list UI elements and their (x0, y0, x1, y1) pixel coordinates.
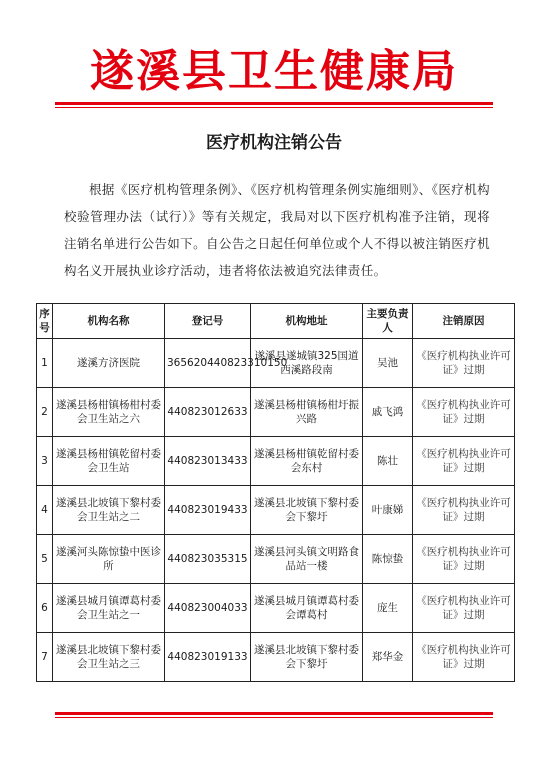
cell-head: 庞生 (363, 584, 413, 633)
notice-title: 医疗机构注销公告 (206, 133, 342, 153)
cell-addr: 遂溪县杨柑镇杨柑圩振兴路 (251, 388, 363, 437)
cell-reg: 440823035315 (165, 535, 251, 584)
cell-head: 陈壮 (363, 437, 413, 486)
cell-reason: 《医疗机构执业许可证》过期 (413, 535, 515, 584)
table-row (37, 584, 515, 633)
col-header-reg: 登记号 (165, 304, 251, 339)
cell-addr: 遂溪县遂城镇325国道西溪路段南 (251, 339, 363, 388)
cell-reason: 《医疗机构执业许可证》过期 (413, 437, 515, 486)
cell-reason: 《医疗机构执业许可证》过期 (413, 486, 515, 535)
cell-name: 遂溪方济医院 (53, 339, 165, 388)
col-header-addr: 机构地址 (251, 304, 363, 339)
cell-addr: 遂溪县北坡镇下黎村委会下黎圩 (251, 486, 363, 535)
table-row (37, 388, 515, 437)
cell-addr: 遂溪县河头镇文明路食品站一楼 (251, 535, 363, 584)
cell-reg: 440823019433 (165, 486, 251, 535)
cell-reg: 440823012633 (165, 388, 251, 437)
cell-name: 遂溪县城月镇谭葛村委会卫生站之一 (53, 584, 165, 633)
cell-no: 2 (37, 388, 53, 437)
cell-reg: 440823004033 (165, 584, 251, 633)
cell-no: 5 (37, 535, 53, 584)
notice-body: 根据《医疗机构管理条例》、《医疗机构管理条例实施细则》、《医疗机构校验管理办法（试行）》等有关规定，我局对以下医疗机构准予注销，现将注销名单进行公告如下。自公告之日起任何单位或个人不得以被注销医疗机构名义开展执业诊疗活动，违者将依法被追究法律责任。 (64, 182, 490, 278)
cell-addr: 遂溪县北坡镇下黎村委会下黎圩 (251, 633, 363, 682)
cell-no: 4 (37, 486, 53, 535)
cell-no: 7 (37, 633, 53, 682)
footer-divider-thin (55, 717, 493, 718)
deregistration-table (36, 303, 515, 682)
table-header-row (37, 304, 515, 339)
table-row (37, 633, 515, 682)
cell-name: 遂溪县杨柑镇杨柑村委会卫生站之六 (53, 388, 165, 437)
header-divider-thin (55, 107, 493, 108)
cell-name: 遂溪河头陈惊蛰中医诊所 (53, 535, 165, 584)
cell-reason: 《医疗机构执业许可证》过期 (413, 584, 515, 633)
cell-head: 郑华金 (363, 633, 413, 682)
cell-addr: 遂溪县杨柑镇乾留村委会东村 (251, 437, 363, 486)
table-row (37, 339, 515, 388)
cell-no: 1 (37, 339, 53, 388)
col-header-no: 序号 (37, 304, 53, 339)
cell-head: 吴池 (363, 339, 413, 388)
cell-head: 叶康娣 (363, 486, 413, 535)
col-header-head: 主要负责人 (363, 304, 413, 339)
col-header-name: 机构名称 (53, 304, 165, 339)
cell-reg: 365620440823310150 (165, 339, 251, 388)
cell-name: 遂溪县北坡镇下黎村委会卫生站之二 (53, 486, 165, 535)
cell-reason: 《医疗机构执业许可证》过期 (413, 388, 515, 437)
cell-reason: 《医疗机构执业许可证》过期 (413, 339, 515, 388)
table-row (37, 535, 515, 584)
cell-reg: 440823019133 (165, 633, 251, 682)
cell-addr: 遂溪县城月镇谭葛村委会谭葛村 (251, 584, 363, 633)
cell-reg: 440823013433 (165, 437, 251, 486)
cell-name: 遂溪县北坡镇下黎村委会卫生站之三 (53, 633, 165, 682)
header-divider-thick (55, 102, 493, 105)
cell-no: 6 (37, 584, 53, 633)
col-header-reason: 注销原因 (413, 304, 515, 339)
agency-title: 遂溪县卫生健康局 (90, 46, 458, 97)
cell-reason: 《医疗机构执业许可证》过期 (413, 633, 515, 682)
cell-head: 陈惊蛰 (363, 535, 413, 584)
cell-name: 遂溪县杨柑镇乾留村委会卫生站 (53, 437, 165, 486)
footer-divider-thick (55, 712, 493, 715)
cell-head: 戚飞鸿 (363, 388, 413, 437)
cell-no: 3 (37, 437, 53, 486)
table-row (37, 437, 515, 486)
table-row (37, 486, 515, 535)
